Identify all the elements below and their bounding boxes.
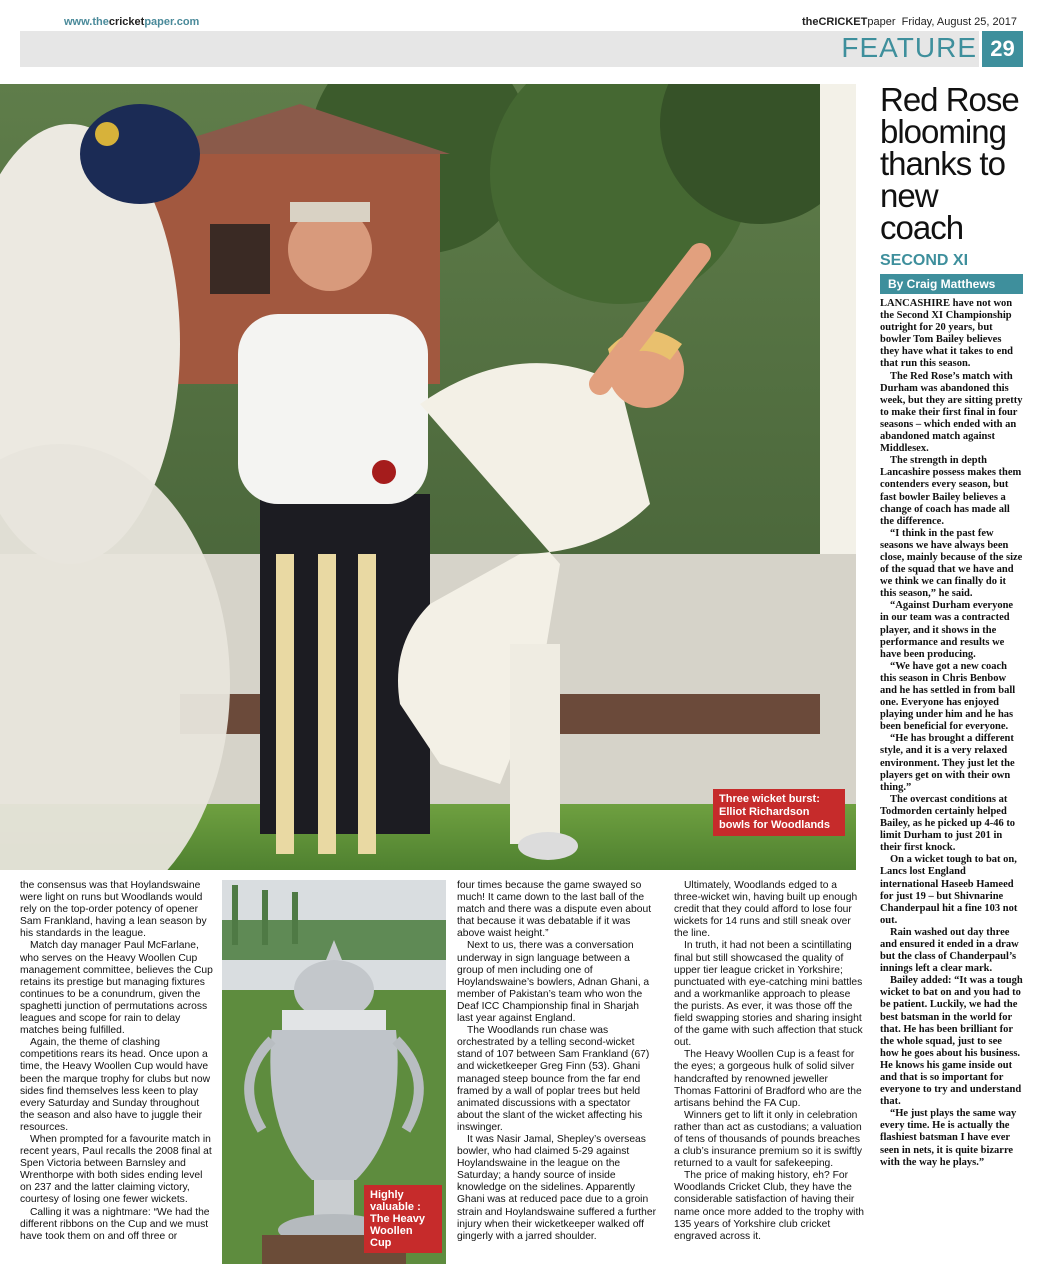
url-suffix: paper.com: [144, 16, 200, 28]
article-paragraph: The price of making history, eh? For Woodlands Cricket Club, they have the considerable satisfaction of having their name once more added to the trophy with 135 years of Yorkshire club cricket engraved across it.: [674, 1170, 865, 1242]
article-paragraph: four times because the game swayed so much! It came down to the last ball of the match and there was a dispute even about that because it was debatable if it was above waist height.”: [457, 880, 652, 940]
sidebar-paragraph: “We have got a new coach this season in Chris Benbow and he has settled in from ball one. Everyone has enjoyed playing under him and he has been beneficial for everyone.: [880, 660, 1016, 733]
article-paragraph: It was Nasir Jamal, Shepley’s overseas bowler, who had claimed 5-29 against Hoylandswaine in the league on the Saturday; a handy source of inside knowledge on the sidelines. Apparently Ghani was at reduced pace due to a groin strain and Hoylandswaine suffered a further injury when their wicketkeeper walked off gingerly with a jarred shoulder.: [457, 1133, 656, 1242]
brand-cricket: CRICKET: [818, 16, 868, 28]
article-column-4: [674, 880, 866, 1243]
sidebar-paragraph: The Red Rose’s match with Durham was abandoned this week, but they are sitting pretty to make their first final in four seasons – which ended with an abandoned match against Middlesex.: [880, 370, 1023, 455]
sidebar-paragraph: On a wicket tough to bat on, Lancs lost England international Haseeb Hameed for just 19 – but Shivnarine Chanderpaul hit a fine 103 not out.: [880, 854, 1018, 926]
byline: By Craig Matthews: [880, 274, 1023, 294]
url-prefix: www.the: [64, 16, 109, 28]
sidebar-paragraph: “He just plays the same way every time. He is actually the flashiest batsman I have ever seen in nets, it is quite bizarre with the way he plays.”: [880, 1108, 1017, 1168]
headline: Red Rose blooming thanks to new coach: [880, 81, 1019, 246]
article-paragraph: Next to us, there was a conversation underway in sign language between a group of men including one of Hoylandswaine’s bowlers, Adnan Ghani, a member of Pakistan’s team who won the Deaf ICC Championship final in Sharjah last year against England.: [457, 940, 650, 1025]
website-url[interactable]: [64, 16, 199, 28]
main-photo: [0, 84, 856, 870]
sidebar-paragraph: “He has brought a different style, and it is a very relaxed environment. They just let the players get on with their own thing.”: [880, 733, 1015, 793]
sidebar-paragraph: Rain washed out day three and ensured it ended in a draw but the class of Chanderpaul’s innings left a clear mark.: [880, 926, 1019, 975]
sidebar-paragraph: LANCASHIRE have not won the Second XI Championship outright for 20 years, but bowler Tom Bailey believes they have what it takes to end that run this season.: [880, 298, 1013, 370]
article-column-3: [457, 880, 657, 1243]
photo-caption: Three wicket burst: Elliot Richardson bowls for Woodlands: [713, 789, 845, 836]
page-number: 29: [979, 31, 1023, 67]
article-paragraph: Winners get to lift it only in celebration rather than act as custodians; a valuation of tens of thousands of pounds breaches a club’s insurance premium so it is swiftly returned to a vault for safekeeping.: [674, 1109, 863, 1170]
bowler-illustration: [0, 84, 856, 870]
article-paragraph: Again, the theme of clashing competitions rears its head. Once upon a time, the Heavy Woollen Cup would have been the marque trophy for clubs but now sides find themselves less keen to play every Saturday and Sunday throughout the season and also have to juggle their resources.: [20, 1037, 211, 1133]
sidebar-paragraph: The strength in depth Lancashire possess makes them contenders every season, but fast bowler Bailey believes a change of coach has made all the difference.: [880, 455, 1022, 527]
cup-caption: Highly valuable : The Heavy Woollen Cup: [364, 1185, 442, 1253]
url-bold: cricket: [108, 16, 145, 28]
sidebar-body: [880, 298, 1023, 1169]
article-paragraph: Ultimately, Woodlands edged to a three-wicket win, having built up enough credit that they could afford to lose four wickets for 14 runs and still sneak over the line.: [674, 880, 858, 940]
page-header: [0, 0, 1043, 84]
sidebar-paragraph: Bailey added: “It was a tough wicket to bat on and you had to be patient. Luckily, we had the best batsman in the world for that. He has been brilliant for the whole squad, just to see how he goes about his business. He knows his game inside out and that is so important for everyone to try and understand that.: [880, 975, 1023, 1108]
article-paragraph: When prompted for a favourite match in recent years, Paul recalls the 2008 final at Spen Victoria between Barnsley and Wrenthorpe with both sides ending level on 237 and the latter claiming victory, courtesy of losing one fewer wickets.: [20, 1133, 212, 1206]
article-paragraph: The Heavy Woollen Cup is a feast for the eyes; a gorgeous hulk of solid silver handcrafted by renowned jeweller Thomas Fattorini of Bradford who are the artisans behind the FA Cup.: [674, 1049, 862, 1109]
section-label: FEATURE: [841, 32, 977, 63]
kicker: SECOND XI: [880, 252, 969, 269]
cup-photo: [222, 880, 446, 1264]
article-paragraph: the consensus was that Hoylandswaine were light on runs but Woodlands would rely on the top-order potency of opener Sam Frankland, having a lean season by his standards in the league.: [20, 880, 207, 940]
issue-date: Friday, August 25, 2017: [901, 16, 1017, 28]
sidebar-paragraph: “Against Durham everyone in our team was a contracted player, and it shows in the performance and results we have been producing.: [880, 600, 1014, 660]
article-paragraph: In truth, it had not been a scintillating final but still showcased the quality of upper tier league cricket in Yorkshire; punctuated with eye-catching mini battles and a workmanlike approach to please the purists. As ever, it was those off the field swapping stories and sharing insight of the game with such affection that stuck out.: [674, 940, 863, 1049]
sidebar-paragraph: “I think in the past few seasons we have always been close, mainly because of the size of the squad that we have and we think we can finally do it this season,” he said.: [880, 527, 1023, 600]
article-paragraph: Match day manager Paul McFarlane, who serves on the Heavy Woollen Cup management committee, believes the Cup retains its prestige but managing fixtures continues to be a conundrum, given the spaghetti junction of permutations across leagues and scope for rain to delay matches being fulfilled.: [20, 940, 213, 1037]
brand-the: the: [801, 16, 819, 28]
article-column-1: [20, 880, 216, 1243]
article-paragraph: The Woodlands run chase was orchestrated by a telling second-wicket stand of 107 between Sam Frankland (67) and wicketkeeper Greg Finn (53). Ghani managed steep bounce from the far end framed by a wall of poplar trees but held animated discussions with a spectator about the slant of the wicket affecting his inswinger.: [457, 1025, 650, 1133]
brand-paper: paper: [867, 16, 896, 28]
sidebar-paragraph: The overcast conditions at Todmorden certainly helped Bailey, as he picked up 4-46 to limit Durham to just 201 in their first knock.: [880, 793, 1016, 854]
sidebar-story: [880, 81, 1023, 1274]
article-paragraph: Calling it was a nightmare: “We had the different ribbons on the Cup and we must have took them on and off three or: [20, 1206, 210, 1242]
masthead: [802, 16, 1017, 28]
